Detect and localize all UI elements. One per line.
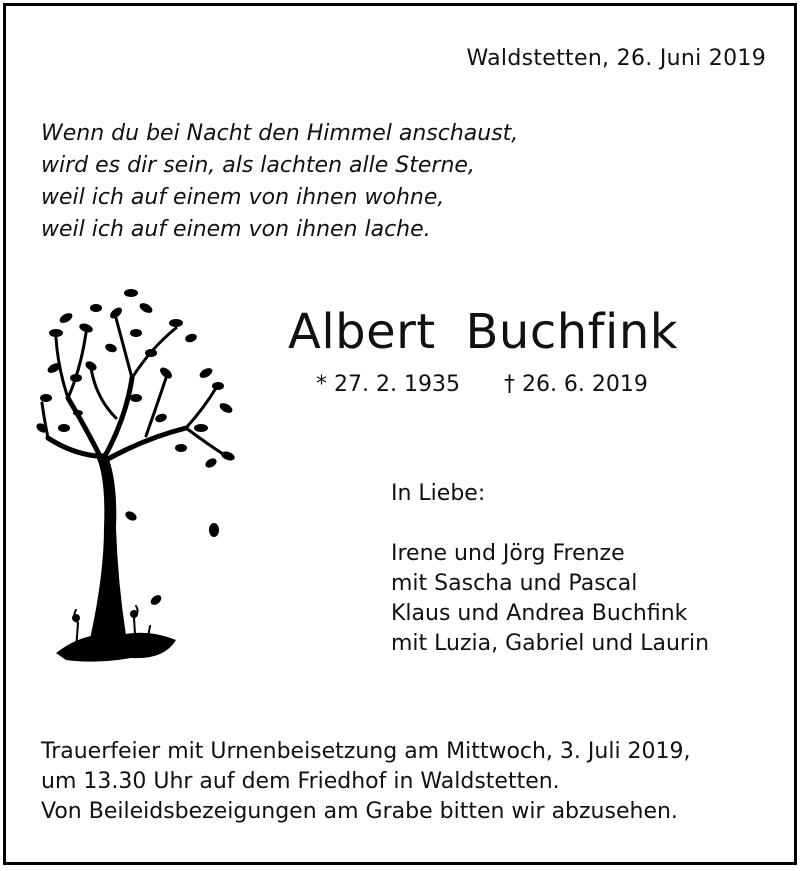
life-dates bbox=[316, 372, 648, 397]
tree-silhouette-icon bbox=[36, 278, 246, 698]
poem-line: wird es dir sein, als lachten alle Sterne, bbox=[41, 153, 475, 178]
ceremony-line: Trauerfeier mit Urnenbeisetzung am Mittwoch, 3. Juli 2019, bbox=[41, 739, 691, 764]
obituary-notice bbox=[3, 3, 797, 865]
mourner-line: mit Sascha und Pascal bbox=[391, 571, 638, 596]
poem-line: Wenn du bei Nacht den Himmel anschaust, bbox=[41, 121, 519, 146]
death-date: † 26. 6. 2019 bbox=[503, 372, 648, 397]
birth-date: * 27. 2. 1935 bbox=[316, 372, 460, 397]
family-intro: In Liebe: bbox=[391, 481, 486, 506]
deceased-name: Albert Buchfink bbox=[288, 304, 679, 360]
mourner-line: Klaus und Andrea Buchfink bbox=[391, 601, 688, 626]
mourner-line: Irene und Jörg Frenze bbox=[391, 541, 625, 566]
place-date: Waldstetten, 26. Juni 2019 bbox=[466, 46, 766, 71]
ceremony-line: um 13.30 Uhr auf dem Friedhof in Waldstetten. bbox=[41, 769, 560, 794]
mourner-line: mit Luzia, Gabriel und Laurin bbox=[391, 631, 710, 656]
ceremony-line: Von Beileidsbezeigungen am Grabe bitten wir abzusehen. bbox=[41, 799, 678, 824]
poem-line: weil ich auf einem von ihnen wohne, bbox=[41, 185, 445, 210]
ceremony-info bbox=[41, 737, 691, 827]
poem-quote bbox=[41, 118, 518, 246]
poem-line: weil ich auf einem von ihnen lache. bbox=[41, 217, 431, 242]
mourners-list bbox=[391, 479, 709, 659]
